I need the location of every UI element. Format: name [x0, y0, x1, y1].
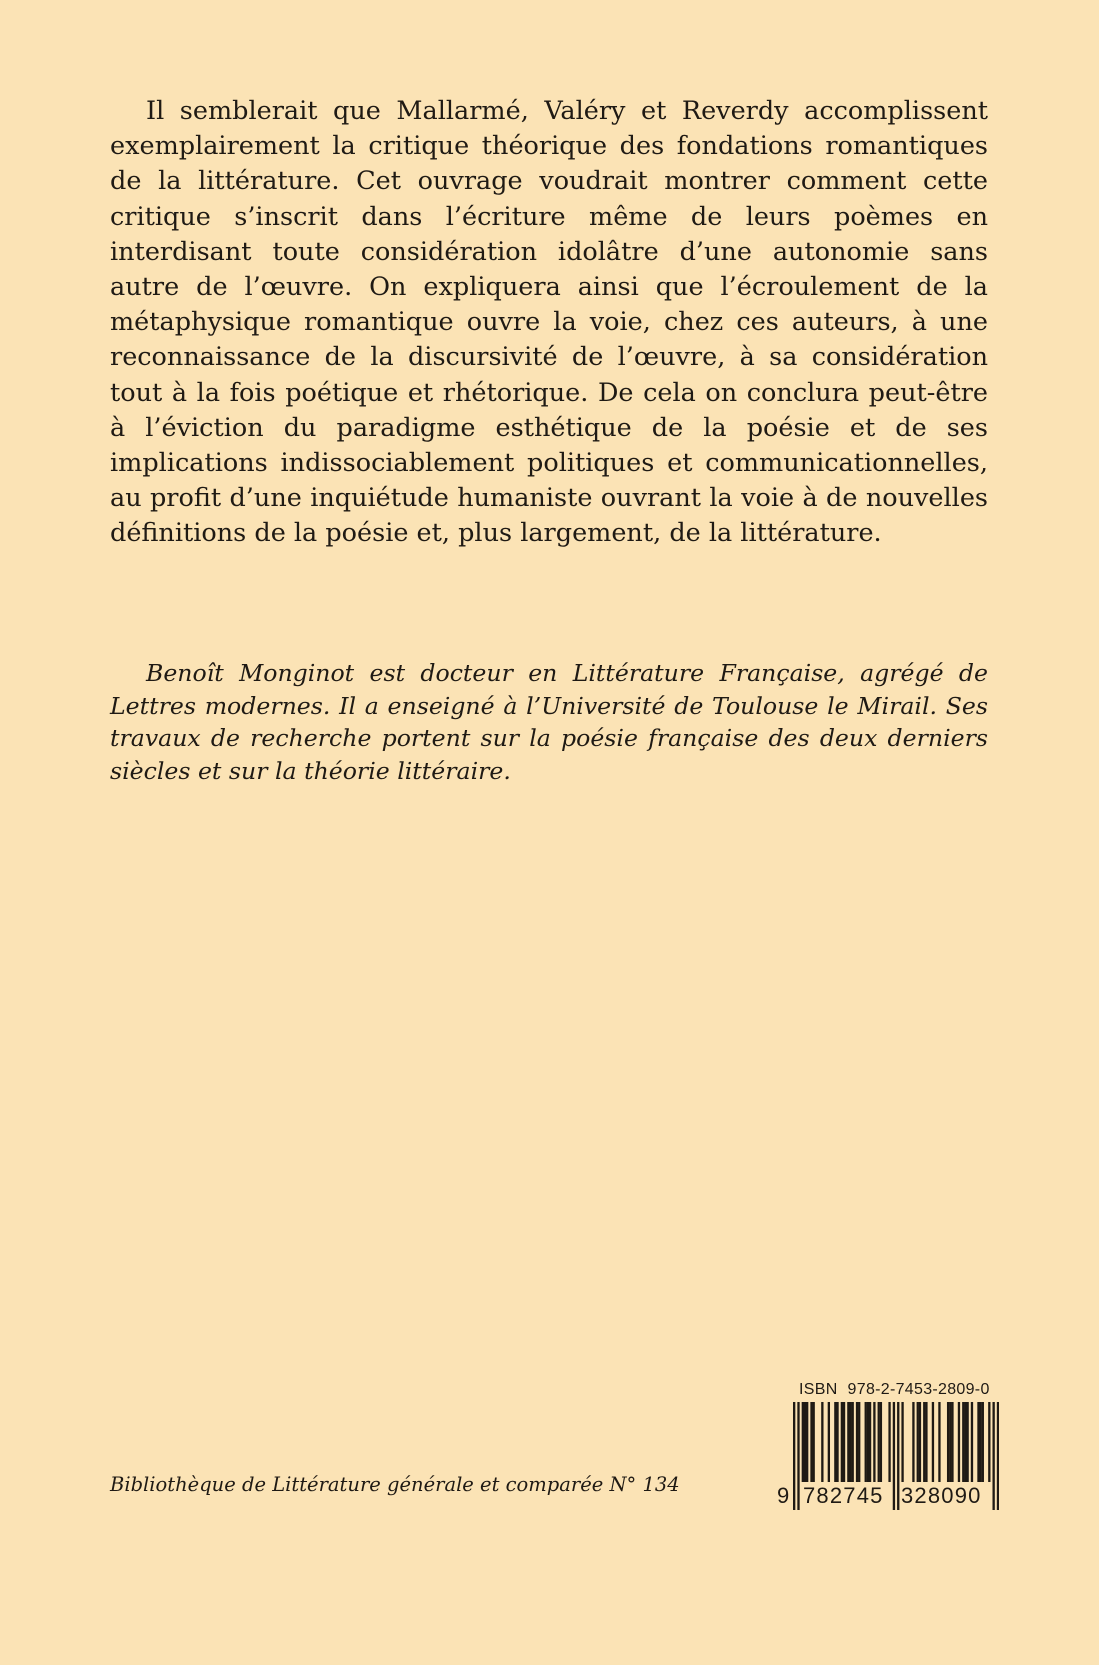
barcode-bar	[813, 1402, 815, 1482]
ean-left-group: 782745	[803, 1483, 884, 1508]
ean-first-digit: 9	[777, 1483, 790, 1508]
barcode-bar	[958, 1402, 960, 1482]
barcode-bar	[843, 1402, 845, 1482]
barcode-bar	[938, 1402, 940, 1482]
barcode-bar	[802, 1402, 804, 1482]
series-note: Bibliothèque de Littérature générale et comparée N° 134	[110, 1473, 680, 1496]
barcode-bar	[932, 1402, 934, 1482]
barcode-bar	[949, 1402, 951, 1482]
barcode-bar	[901, 1402, 903, 1482]
ean-digits	[777, 1481, 999, 1511]
isbn-number: 978-2-7453-2809-0	[847, 1381, 990, 1398]
author-bio: Benoît Monginot est docteur en Littérature Française, agrégé de Lettres modernes. Il a enseigné à l’Université de Toulouse le Mirail. Ses travaux de recherche portent sur la poésie française des deux derniers siècles et sur la théorie littéraire.	[110, 659, 988, 785]
barcode-bar	[947, 1402, 949, 1482]
barcode-bar	[804, 1402, 806, 1482]
barcode-bar	[847, 1402, 849, 1482]
barcode-bar	[806, 1402, 808, 1482]
barcode-bar	[852, 1402, 854, 1482]
barcode-bar	[878, 1402, 880, 1482]
isbn-prefix: ISBN	[799, 1381, 838, 1398]
barcode-bar	[982, 1402, 984, 1482]
barcode-bar	[821, 1402, 823, 1482]
barcode-bar	[858, 1402, 860, 1482]
barcode-bar	[888, 1402, 890, 1482]
barcode-bar	[925, 1402, 927, 1482]
barcode-bar	[836, 1402, 838, 1482]
barcode-bar	[880, 1402, 882, 1482]
barcode-bar	[977, 1402, 979, 1482]
barcode-bar	[810, 1402, 812, 1482]
barcode-bar	[919, 1402, 921, 1482]
barcode-bar	[867, 1402, 869, 1482]
barcode-bar	[849, 1402, 851, 1482]
barcode-bar	[951, 1402, 953, 1482]
barcode-bar	[966, 1402, 968, 1482]
isbn-barcode	[777, 1381, 999, 1511]
barcode-bar	[828, 1402, 830, 1482]
barcode-bar	[971, 1402, 973, 1482]
barcode-bar	[865, 1402, 867, 1482]
barcode-bar	[988, 1402, 990, 1482]
barcode-bar	[856, 1402, 858, 1482]
barcode-bar	[923, 1402, 925, 1482]
ean-right-group: 328090	[901, 1483, 982, 1508]
barcode-bar	[834, 1402, 836, 1482]
book-abstract: Il semblerait que Mallarmé, Valéry et Reverdy accomplissent exemplairement la critique théorique des fondations romantiques de la littérature. Cet ouvrage voudrait montrer comment cette critique s’inscrit dans l’écriture même de leurs poèmes en interdisant toute considération idolâtre d’une autonomie sans autre de l’œuvre. On expliquera ainsi que l’écroulement de la métaphysique romantique ouvre la voie, chez ces auteurs, à une reconnaissance de la discursivité de l’œuvre, à sa considération tout à la fois poétique et rhétorique. De cela on conclura peut-être à l’éviction du paradigme esthétique de la poésie et de ses implications indissociablement politiques et communicationnelles, au profit d’une inquiétude humaniste ouvrant la voie à de nouvelles définitions de la poésie et, plus largement, de la littérature.	[110, 96, 988, 549]
barcode-bar	[873, 1402, 875, 1482]
barcode-bar	[841, 1402, 843, 1482]
barcode-bar	[962, 1402, 964, 1482]
isbn-label-row	[799, 1381, 990, 1399]
barcode-bar	[917, 1402, 919, 1482]
barcode-bar	[964, 1402, 966, 1482]
barcode-bar	[979, 1402, 981, 1482]
barcode-bar	[869, 1402, 871, 1482]
barcode-bar	[912, 1402, 914, 1482]
